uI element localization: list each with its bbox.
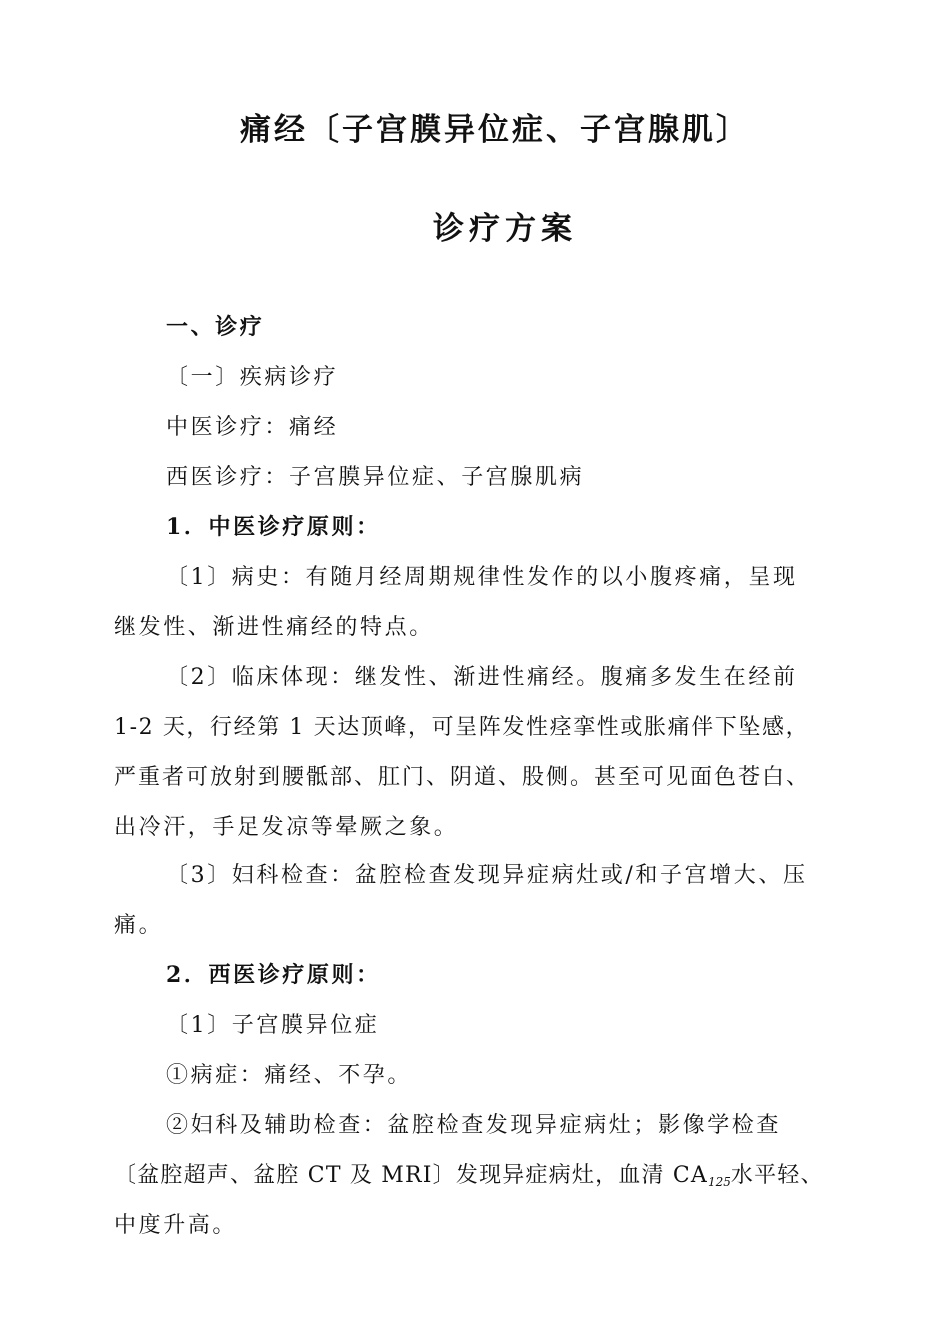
line-text: 〔盆腔超声、盆腔 CT 及 MRI〕发现异症病灶，血清 CA [114,1163,708,1188]
principle-heading: 1．中医诊疗原则： [166,514,381,540]
paragraph-line: 1-2 天，行经第 1 天达顶峰，可呈阵发性痉挛性或胀痛伴下坠感， [114,715,810,740]
paragraph-line: 继发性、渐进性痛经的特点。 [114,615,434,640]
subscript-125: 125 [707,1175,731,1189]
paragraph-line: 中度升高。 [114,1213,238,1238]
paragraph-line: 严重者可放射到腰骶部、肛门、阴道、股侧。甚至可见面色苍白、 [114,765,811,790]
paragraph-line: ②妇科及辅助检查：盆腔检查发现异症病灶；影像学检查 [166,1113,782,1138]
paragraph-line: 〔1〕病史：有随月经周期规律性发作的以小腹疼痛，呈现 [166,565,798,590]
paragraph-line [114,1158,824,1189]
document-title: 痛经〔子宫膜异位症、子宫腺肌〕 [240,112,750,148]
line-text: 水平轻、 [730,1163,824,1188]
paragraph-line: 中医诊疗：痛经 [166,415,339,440]
section-heading: 一、诊疗 [166,314,265,340]
paragraph-line: 〔2〕临床体现：继发性、渐进性痛经。腹痛多发生在经前 [166,665,798,690]
paragraph-line: 出冷汗，手足发凉等晕厥之象。 [114,815,459,840]
paragraph-line: ①病症：痛经、不孕。 [166,1063,413,1088]
document-subtitle: 诊疗方案 [433,211,577,247]
paragraph-line: 〔1〕子宫膜异位症 [166,1013,380,1038]
paragraph-line: 〔3〕妇科检查：盆腔检查发现异症病灶或/和子宫增大、压 [166,863,808,888]
paragraph-line: 西医诊疗：子宫膜异位症、子宫腺肌病 [166,465,585,490]
subsection-heading: 〔一〕疾病诊疗 [166,365,339,390]
paragraph-line: 痛。 [114,913,164,938]
principle-heading: 2．西医诊疗原则： [166,962,381,988]
